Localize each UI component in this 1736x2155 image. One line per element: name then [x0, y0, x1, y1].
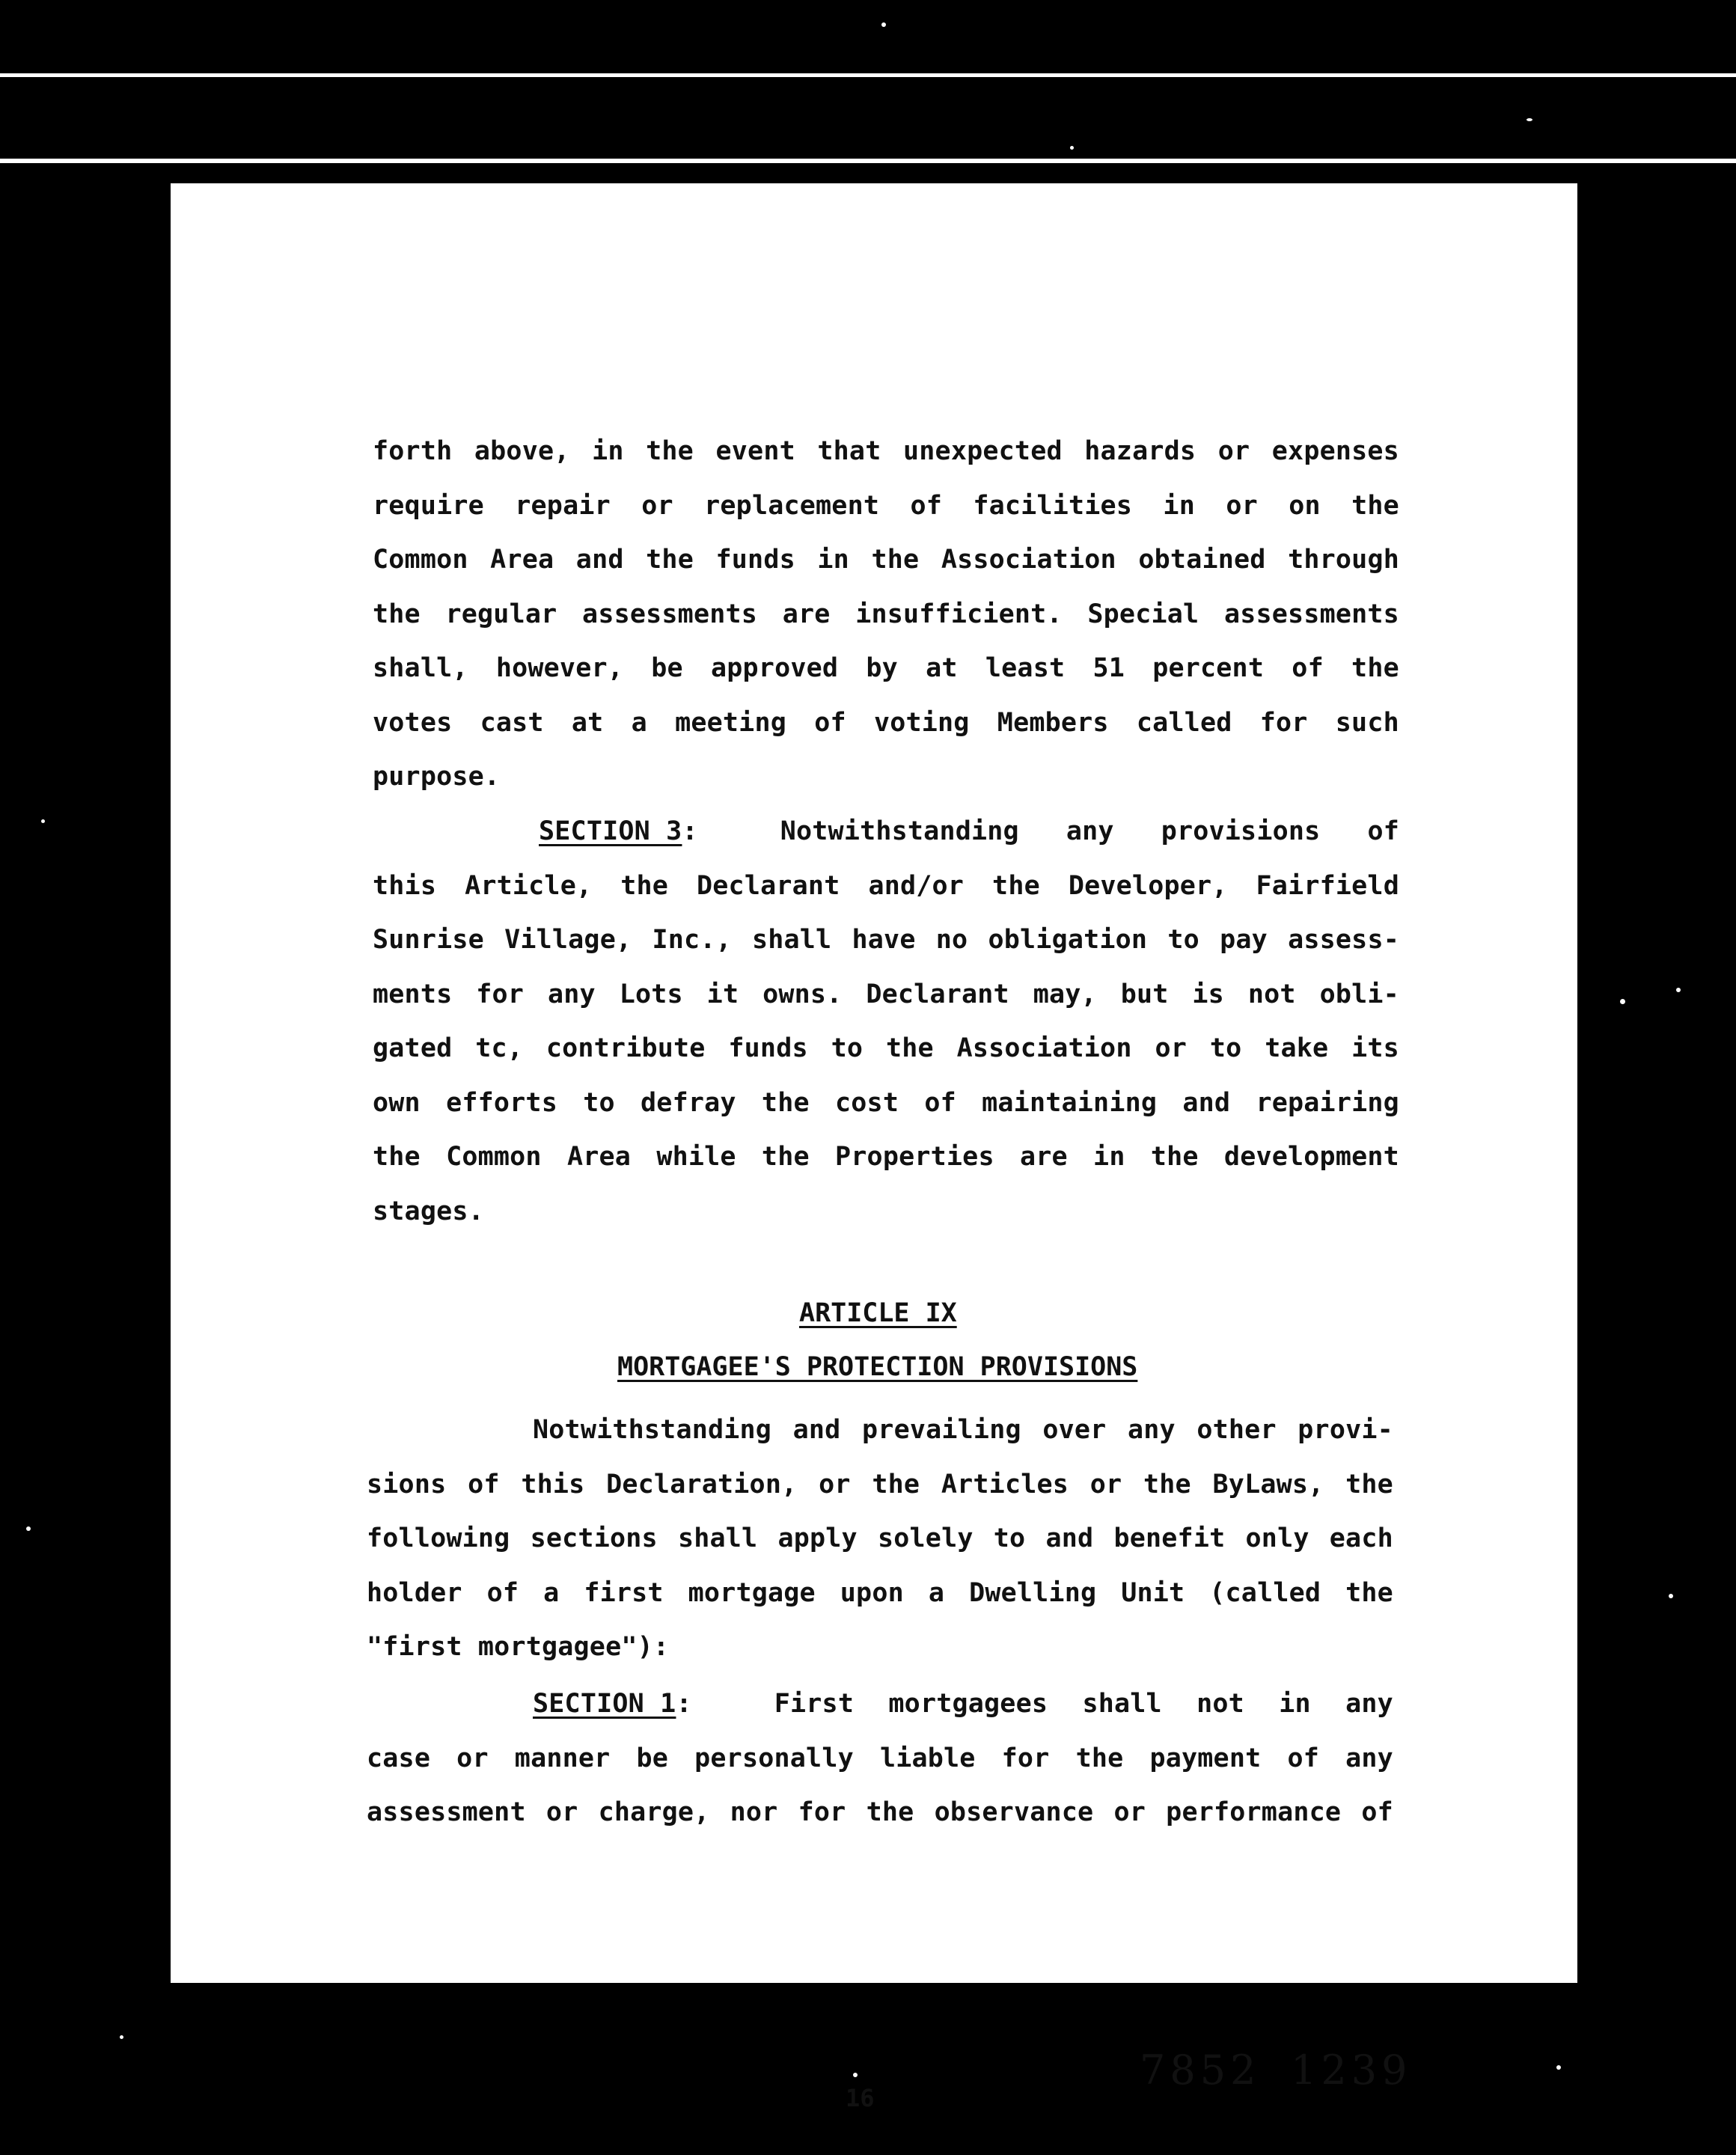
scan-speck	[881, 22, 886, 27]
article-number: ARTICLE IX	[799, 1298, 957, 1328]
section-1-label: SECTION 1	[533, 1689, 676, 1719]
text-line: forth above, in the event that unexpected hazards or expenses	[373, 436, 1399, 466]
scan-line-top	[0, 73, 1736, 77]
section-3	[373, 804, 1570, 1238]
intro-first-line: Notwithstanding and prevailing over any other provi-	[533, 1415, 1393, 1445]
text-line: case or manner be personally liable for the payment of any	[367, 1743, 1393, 1773]
text-line: holder of a first mortgage upon a Dwelling Unit (called the	[367, 1577, 1393, 1608]
text-line: following sections shall apply solely to and benefit only each	[367, 1523, 1393, 1553]
text-line: own efforts to defray the cost of maintaining and repairing	[373, 1087, 1399, 1118]
text-line: votes cast at a meeting of voting Members called for such	[373, 707, 1399, 738]
section-1-first-line: First mortgagees shall not in any	[774, 1689, 1393, 1719]
scan-speck	[1620, 999, 1625, 1004]
text-line: Sunrise Village, Inc., shall have no obligation to pay assess-	[373, 925, 1399, 955]
scan-speck	[26, 1526, 31, 1531]
section-3-label: SECTION 3	[539, 816, 682, 846]
scan-line-second	[0, 159, 1736, 163]
text-line: sions of this Declaration, or the Articles or the ByLaws, the	[367, 1469, 1393, 1500]
text-line: gated tc, contribute funds to the Association or to take its	[373, 1033, 1399, 1063]
section-3-colon: :	[682, 816, 698, 846]
section-1-colon: :	[676, 1689, 692, 1719]
paragraph-1	[373, 424, 1570, 804]
page-reference: 1239	[1291, 2047, 1412, 2094]
text-line: stages.	[373, 1196, 484, 1226]
scan-speck	[1556, 2065, 1561, 2070]
page-number: 16	[846, 2084, 875, 2112]
scan-speck	[1676, 988, 1681, 992]
text-line: "first mortgagee"):	[367, 1632, 670, 1662]
section-1-heading-line	[367, 1677, 1393, 1731]
article-title: MORTGAGEE'S PROTECTION PROVISIONS	[617, 1352, 1138, 1382]
text-line: the regular assessments are insufficient. Special assessments	[373, 599, 1399, 629]
scan-speck	[853, 2073, 858, 2077]
scan-speck	[1669, 1594, 1673, 1598]
scan-speck	[120, 2035, 123, 2039]
section-3-first-line: Notwithstanding any provisions of	[780, 816, 1399, 846]
article-intro	[367, 1403, 1564, 1675]
scan-speck	[1070, 146, 1074, 150]
section-1	[367, 1677, 1564, 1840]
text-line: the Common Area while the Properties are in the development	[373, 1142, 1399, 1172]
text-line: Common Area and the funds in the Association obtained through	[373, 545, 1399, 575]
document-page	[171, 183, 1577, 2112]
scan-speck	[41, 819, 45, 823]
text-line: ments for any Lots it owns. Declarant may, but is not obli-	[373, 979, 1399, 1009]
text-line: shall, however, be approved by at least 51 percent of the	[373, 653, 1399, 683]
text-line: this Article, the Declarant and/or the Developer, Fairfield	[373, 870, 1399, 901]
scan-speck	[1526, 118, 1532, 121]
text-line: require repair or replacement of facilities in or on the	[373, 490, 1399, 521]
section-3-heading-line	[373, 804, 1399, 859]
book-number: 7852	[1140, 2047, 1261, 2094]
text-line: purpose.	[373, 762, 501, 792]
text-line: assessment or charge, nor for the observance or performance of	[367, 1797, 1393, 1827]
